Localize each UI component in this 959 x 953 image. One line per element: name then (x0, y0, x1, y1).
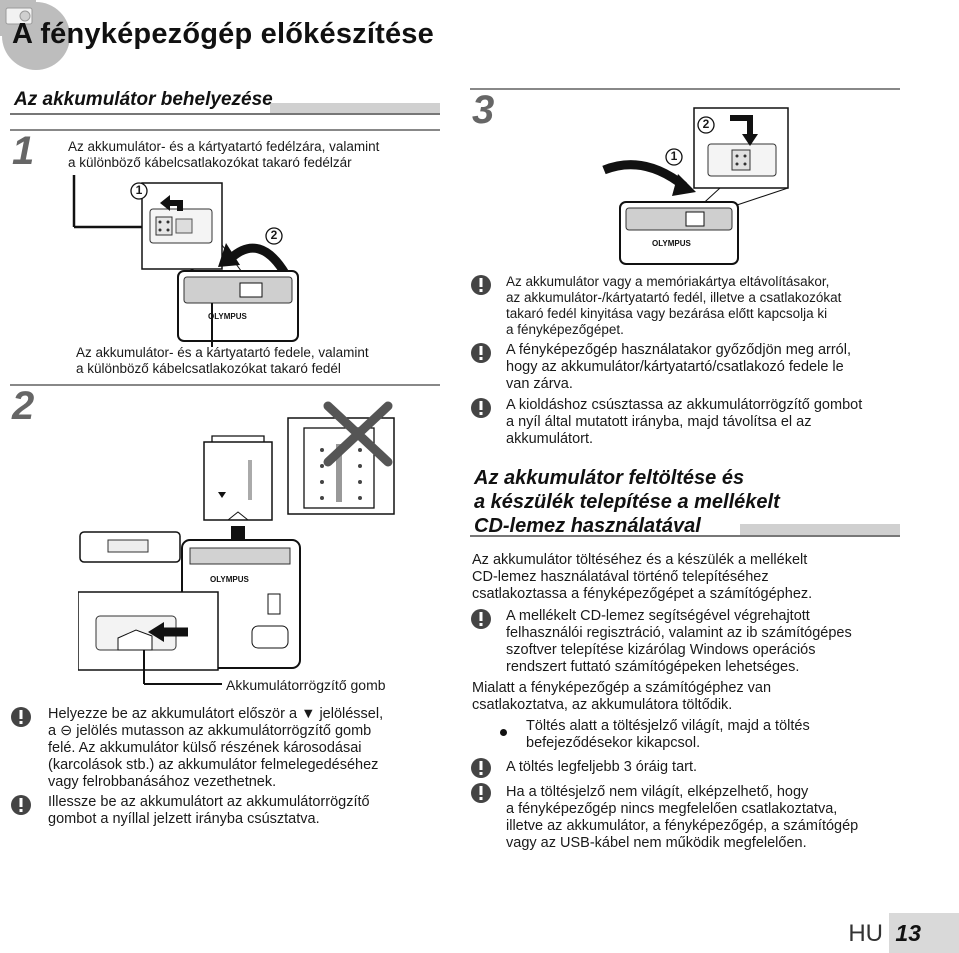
step-number: 2 (12, 384, 35, 428)
caution-icon (470, 782, 500, 804)
camera-brand: OLYMPUS (208, 312, 247, 321)
text-line: vagy az USB-kábel nem működik megfelelően. (506, 835, 807, 851)
callout-label: 2 (702, 117, 710, 131)
camera-brand: OLYMPUS (652, 239, 691, 248)
caution-icon (470, 274, 500, 296)
bullet-item (500, 718, 920, 752)
note-item (10, 706, 450, 791)
text-line: akkumulátort. (506, 431, 594, 447)
callout-label: 2 (270, 228, 278, 242)
text-line: a különböző kábelcsatlakozókat takaró fedélzár (68, 155, 352, 170)
text-line: csatlakoztassa a fényképezőgépet a számítógéphez. (472, 586, 813, 602)
text-line: illetve az akkumulátor, a fényképezőgép, a számítógép (506, 818, 859, 834)
note-text (506, 274, 841, 338)
callout-label: 1 (670, 149, 678, 163)
callout-2 (264, 226, 284, 246)
section2-title (474, 466, 780, 538)
step2-illustration (78, 400, 418, 700)
title-line: CD-lemez használatával (474, 515, 701, 537)
step1-illustration (60, 175, 420, 355)
text-line: Töltés alatt a töltésjelző világít, majd a töltés (526, 718, 810, 734)
caution-icon (470, 342, 500, 364)
text-line: csatlakoztatva, az akkumulátora töltődik. (472, 697, 733, 713)
callout-label: 1 (135, 183, 143, 197)
note-text (506, 782, 858, 852)
text-line: A kioldáshoz csúsztassa az akkumulátorrögzítő gombot (506, 397, 863, 413)
text-line: szoftver telepítése kizárólag Windows operációs (506, 642, 816, 658)
text-line: Ha a töltésjelző nem világít, elképzelhető, hogy (506, 784, 809, 800)
callout-1 (664, 147, 684, 167)
note-text (48, 706, 383, 791)
note-item (470, 397, 910, 448)
note-item (10, 794, 450, 828)
text-line: takaró fedél kinyitása vagy bezárása előtt kapcsolja ki (506, 306, 828, 321)
text-line: felhasználói regisztráció, valamint az ib számítógépes (506, 625, 852, 641)
text-line: gombot a nyíllal jelzett irányba csúsztatva. (48, 811, 320, 827)
intro-paragraph (472, 552, 912, 603)
step1-rule (10, 129, 440, 131)
bullet-icon (500, 718, 526, 752)
language-code: HU (848, 920, 883, 947)
callout-1 (129, 181, 149, 201)
caution-icon (470, 757, 500, 779)
left-notes (10, 706, 450, 828)
text-line: Az akkumulátor- és a kártyatartó fedele, valamint (76, 345, 369, 360)
step2-rule (10, 384, 440, 386)
text-line: a nyíl által mutatott irányba, majd távolítsa el az (506, 414, 812, 430)
text-line: (karcolások stb.) az akkumulátor felmelegedéséhez (48, 757, 379, 773)
bullet-text (526, 718, 810, 752)
note-item (470, 274, 910, 338)
section-title: Az akkumulátor behelyezése (14, 89, 273, 110)
caution-icon (470, 608, 500, 630)
title-line: a készülék telepítése a mellékelt (474, 491, 780, 513)
right-notes-top (470, 274, 910, 448)
text-line: A fényképezőgép használatakor győződjön meg arról, (506, 342, 851, 358)
text-line: a fényképezőgépet. (506, 322, 624, 337)
note-text (506, 397, 862, 448)
text-line: Helyezze be az akkumulátort először a ▼ jelöléssel, (48, 706, 384, 722)
text-line: vagy felrobbanásához vezethetnek. (48, 774, 277, 790)
text-line: befejeződésekor kikapcsol. (526, 735, 701, 751)
text-line: A mellékelt CD-lemez segítségével végrehajtott (506, 608, 810, 624)
text-line: felé. Az akkumulátor külső részének károsodásai (48, 740, 362, 756)
note-text (506, 608, 852, 676)
lock-button-caption: Akkumulátorrögzítő gomb (226, 677, 386, 693)
text-line: Mialatt a fényképezőgép a számítógéphez van (472, 680, 772, 696)
text-line: a ⊖ jelölés mutasson az akkumulátorrögzítő gomb (48, 723, 372, 739)
text-line: Az akkumulátor töltéséhez és a készülék a mellékelt (472, 552, 808, 568)
note-item (470, 782, 910, 852)
cover-caption (76, 345, 436, 377)
page-number: 13 (895, 920, 921, 946)
section-rule (10, 113, 440, 115)
callout-2 (696, 115, 716, 135)
step-number: 3 (472, 88, 495, 132)
text-line: Az akkumulátor- és a kártyatartó fedélzára, valamint (68, 139, 380, 154)
camera-brand: OLYMPUS (210, 575, 249, 584)
caution-icon (10, 706, 40, 728)
note-text (506, 342, 851, 393)
note-item (470, 608, 910, 676)
text-line: az akkumulátor-/kártyatartó fedél, illetve a csatlakozókat (506, 290, 842, 305)
note-text: A töltés legfeljebb 3 óráig tart. (506, 759, 698, 775)
text-line: a fényképezőgép nincs megfelelően csatlakoztatva, (506, 801, 838, 817)
title-line: Az akkumulátor feltöltése és (474, 467, 745, 489)
text-line: CD-lemez használatával történő telepítéséhez (472, 569, 769, 585)
note-item (470, 757, 910, 779)
step3-rule (470, 88, 900, 90)
text-line: Az akkumulátor vagy a memóriakártya eltávolításakor, (506, 274, 830, 289)
step-number: 1 (12, 129, 35, 173)
text-line: hogy az akkumulátor/kártyatartó/csatlakozó fedele le (506, 359, 844, 375)
note-text (48, 794, 370, 828)
text-line: rendszert futtató számítógépeken lehetséges. (506, 659, 800, 675)
page-title: A fényképezőgép előkészítése (12, 18, 434, 50)
caution-icon (470, 397, 500, 419)
caution-icon (10, 794, 40, 816)
step1-text (68, 139, 448, 171)
note-item (470, 342, 910, 393)
charge-paragraph (472, 680, 912, 714)
text-line: a különböző kábelcsatlakozókat takaró fedél (76, 361, 341, 376)
text-line: van zárva. (506, 376, 573, 392)
text-line: Illessze be az akkumulátort az akkumulátorrögzítő (48, 794, 370, 810)
